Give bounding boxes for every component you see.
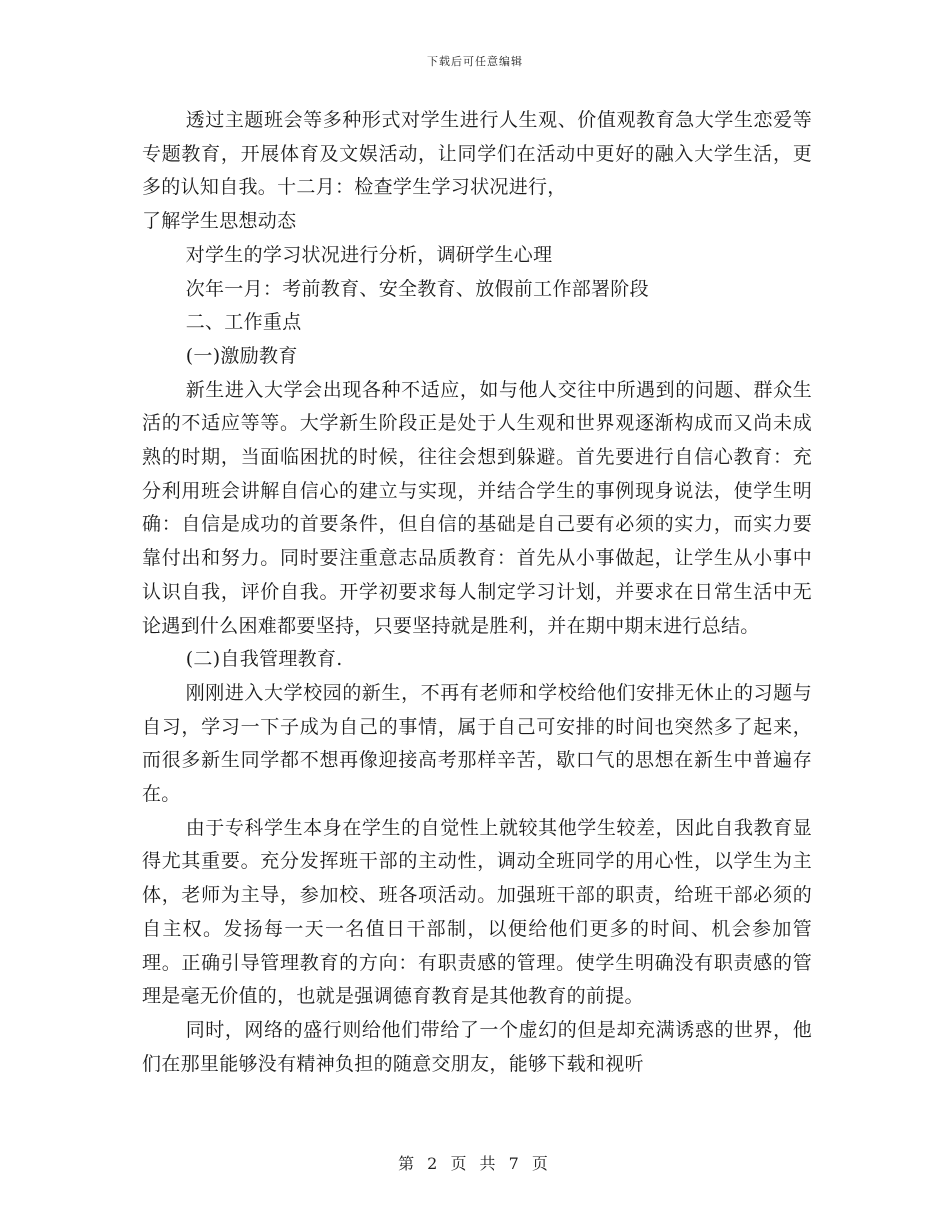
paragraph-10: 由于专科学生本身在学生的自觉性上就较其他学生较差，因此自我教育显得尤其重要。充分发挥班干部的主动性，调动全班同学的用心性，以学生为主体，老师为主导，参加校、班各项活动。加强班干部的职责，给班干部必须的自主权。发扬每一天一名值日干部制，以便给他们更多的时间、机会参加管理。正确引导管理教育的方向：有职责感的管理。使学生明确没有职责感的管理是毫无价值的，也就是强调德育教育是其他教育的前提。 bbox=[142, 816, 812, 1008]
paragraph-3: 对学生的学习状况进行分析，调研学生心理 bbox=[185, 243, 553, 266]
document-body bbox=[142, 104, 812, 1081]
section-heading-work-focus: 二、工作重点 bbox=[185, 311, 302, 334]
subheading-motivation-education: (一)激励教育 bbox=[185, 344, 298, 367]
page-number: 第 2 页 共 7 页 bbox=[398, 1154, 552, 1173]
paragraph-9: 刚刚进入大学校园的新生，不再有老师和学校给他们安排无休止的习题与自习，学习一下子成为自己的事情，属于自己可安排的时间也突然多了起来，而很多新生同学都不想再像迎接高考那样辛苦，歇口气的思想在新生中普遍存在。 bbox=[142, 681, 812, 806]
page-header-note: 下载后可任意编辑 bbox=[427, 55, 523, 68]
paragraph-11: 同时，网络的盛行则给他们带给了一个虚幻的但是却充满诱惑的世界，他们在那里能够没有精神负担的随意交朋友，能够下载和视听 bbox=[142, 1018, 812, 1075]
subheading-self-management: (二)自我管理教育. bbox=[185, 648, 343, 671]
paragraph-7: 新生进入大学会出现各种不适应，如与他人交往中所遇到的问题、群众生活的不适应等等。大学新生阶段正是处于人生观和世界观逐渐构成而又尚未成熟的时期，当面临困扰的时候，往往会想到躲避。首先要进行自信心教育：充分利用班会讲解自信心的建立与实现，并结合学生的事例现身说法，使学生明确：自信是成功的首要条件，但自信的基础是自己要有必须的实力，而实力要靠付出和努力。同时要注重意志品质教育：首先从小事做起，让学生从小事中认识自我，评价自我。开学初要求每人制定学习计划，并要求在日常生活中无论遇到什么困难都要坚持，只要坚持就是胜利，并在期中期末进行总结。 bbox=[142, 378, 812, 637]
paragraph-1: 透过主题班会等多种形式对学生进行人生观、价值观教育急大学生恋爱等专题教育，开展体育及文娱活动，让同学们在活动中更好的融入大学生活，更多的认知自我。十二月：检查学生学习状况进行， bbox=[142, 109, 812, 199]
paragraph-4: 次年一月：考前教育、安全教育、放假前工作部署阶段 bbox=[185, 277, 649, 300]
paragraph-2: 了解学生思想动态 bbox=[142, 210, 297, 233]
